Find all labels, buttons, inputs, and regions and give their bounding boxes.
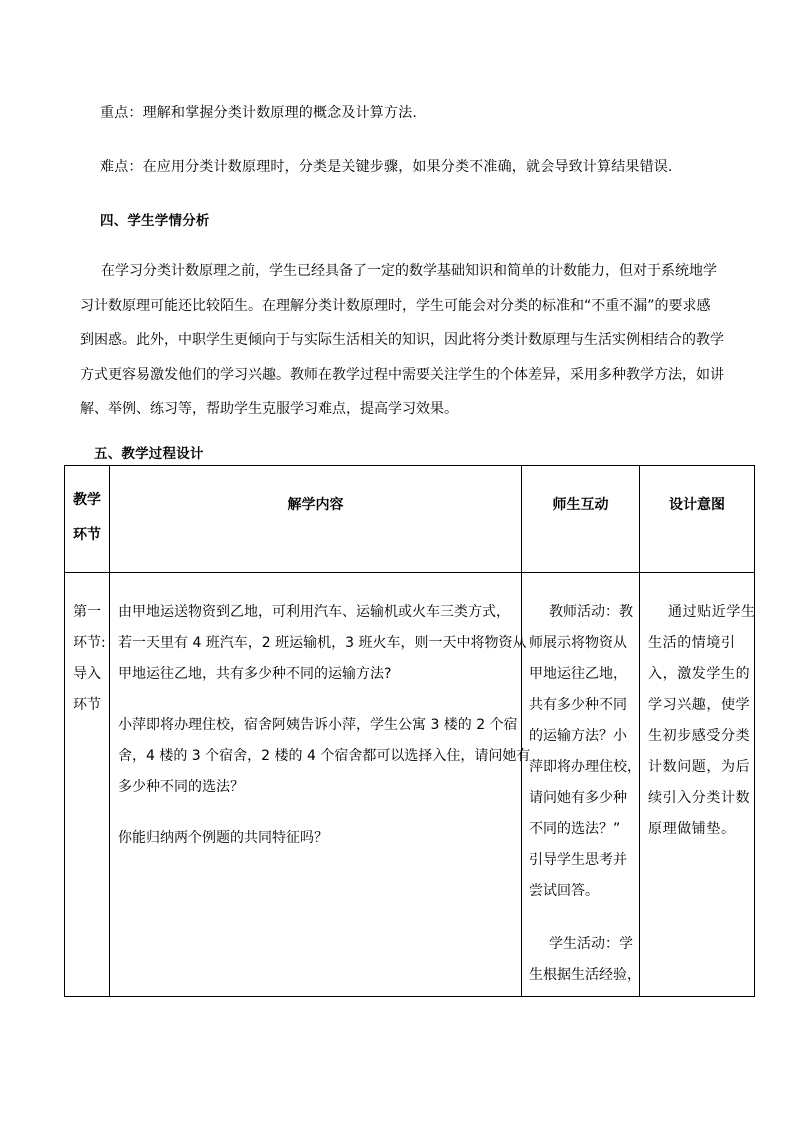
student-analysis-paragraph — [80, 254, 724, 427]
content-paragraph: 小萍即将办理住校，宿舍阿姨告诉小萍，学生公寓 3 楼的 2 个宿 舍，4 楼的 3 个宿舍，2 楼的 4 个宿舍都可以选择入住，请问她有 多少种不同的选法？ — [118, 717, 531, 795]
paragraph-line: 在学习分类计数原理之前，学生已经具备了一定的数学基础知识和简单的计数能力，但对于系统地学 — [101, 263, 717, 279]
table-header-row — [65, 466, 755, 573]
paragraph-line: 到困惑。此外，中职学生更倾向于与实际生活相关的知识，因此将分类计数原理与生活实例相结合的教学 — [80, 332, 724, 348]
paragraph-line: 习计数原理可能还比较陌生。在理解分类计数原理时，学生可能会对分类的标准和“不重不漏”的要求感 — [80, 297, 711, 314]
interaction-cell: 教师活动：教 师展示将物资从 甲地运往乙地， 共有多少种不同 的运输方法？小 萍即将办理住校， 请问她有多少种 不同的选法？” 引导学生思考并 尝试回答。 学生活动：学 生根据生活经验， — [522, 573, 640, 997]
paragraph-line: 方式更容易激发他们的学习兴趣。教师在教学过程中需要关注学生的个体差异，采用多种教学方法，如讲 — [80, 366, 724, 383]
stage-line: 第一 — [73, 604, 101, 620]
header-stage — [65, 466, 110, 573]
content-paragraph: 由甲地运送物资到乙地，可利用汽车、运输机或火车三类方式， 若一天里有 4 班汽车，2 班运输机，3 班火车，则一天中将物资从 甲地运往乙地，共有多少种不同的运输方法? — [118, 604, 527, 682]
section-5-title: 五、教学过程设计 — [94, 446, 204, 462]
table-row — [65, 573, 755, 997]
key-point-text: 重点：理解和掌握分类计数原理的概念及计算方法. — [100, 105, 418, 121]
teaching-process-table — [64, 465, 755, 997]
stage-line: 导入 — [73, 666, 101, 682]
section-4-title: 四、学生学情分析 — [100, 213, 210, 229]
intent-cell: 通过贴近学生 生活的情境引 入，激发学生的 学习兴趣，使学 生初步感受分类 计数问题，为后 续引入分类计数 原理做铺垫。 — [640, 573, 755, 997]
difficulty-text: 难点：在应用分类计数原理时，分类是关键步骤，如果分类不准确，就会导致计算结果错误. — [100, 159, 673, 175]
header-stage-line: 教学 — [73, 492, 101, 508]
stage-cell — [65, 573, 110, 997]
stage-line: 环节: — [73, 635, 106, 651]
stage-line: 环节 — [73, 697, 101, 713]
content-cell — [110, 573, 531, 997]
header-intent: 设计意图 — [640, 466, 755, 573]
header-stage-line: 环节 — [73, 527, 101, 543]
content-paragraph: 你能归纳两个例题的共同特征吗？ — [118, 830, 328, 846]
header-content: 解学内容 — [110, 466, 522, 573]
header-interaction: 师生互动 — [522, 466, 640, 573]
paragraph-line: 解、举例、练习等，帮助学生克服学习难点，提高学习效果。 — [80, 401, 458, 417]
